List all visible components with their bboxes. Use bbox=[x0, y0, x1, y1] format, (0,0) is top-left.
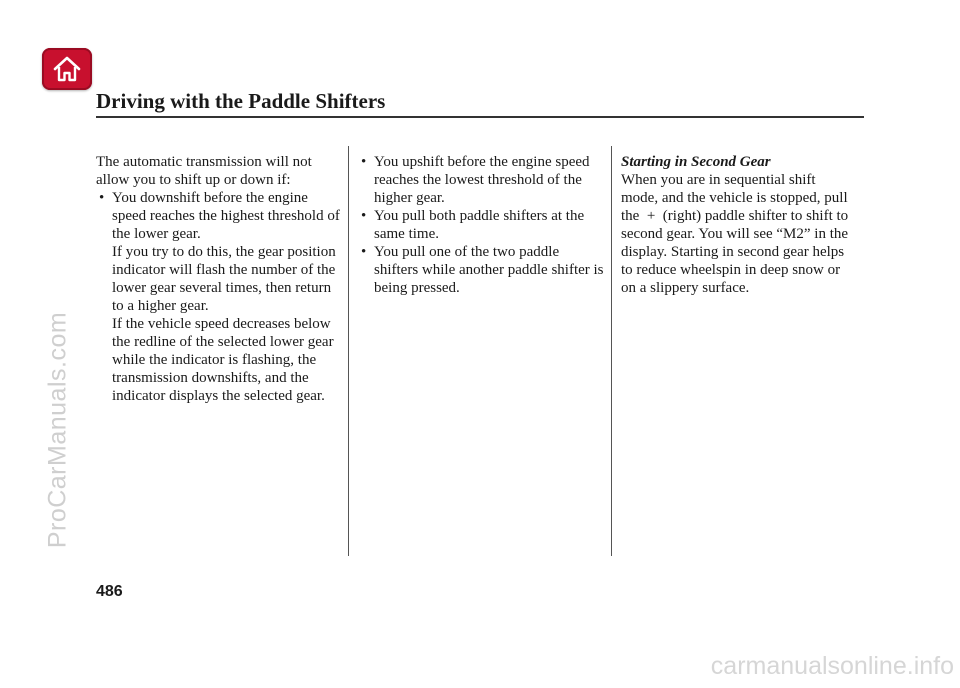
second-gear-text: When you are in sequential shift mode, and the vehicle is stopped, pull the + (right) paddle shifter to shift to second gear. You will see “M2” in the display. Starting in second gear helps to reduce wheelspin in deep snow or on a slippery surface. bbox=[621, 172, 849, 296]
paragraph-flash: If you try to do this, the gear position indicator will flash the number of the lower gear several times, then return to a higher gear. bbox=[112, 244, 336, 314]
column-2 bbox=[358, 153, 604, 297]
bullet-one-paddle: • You pull one of the two paddle shifters while another paddle shifter is being pressed. bbox=[358, 243, 604, 297]
section-heading: Starting in Second Gear bbox=[621, 154, 771, 170]
column-divider-2 bbox=[611, 146, 612, 556]
column-divider-1 bbox=[348, 146, 349, 556]
paragraph-redline: If the vehicle speed decreases below the redline of the selected lower gear while the indicator is flashing, the transmission downshifts, and the indicator displays the selected gear. bbox=[112, 316, 334, 404]
bullet-both-paddles: • You pull both paddle shifters at the same time. bbox=[358, 207, 604, 243]
page-number: 486 bbox=[96, 583, 123, 600]
title-divider bbox=[96, 116, 864, 118]
side-watermark: ProCarManuals.com bbox=[43, 311, 72, 549]
intro-text: The automatic transmission will not allow you to shift up or down if: bbox=[96, 154, 312, 188]
bullet-downshift: • You downshift before the engine speed reaches the highest threshold of the lower gear. bbox=[96, 189, 344, 243]
column-1 bbox=[96, 153, 344, 405]
home-button[interactable] bbox=[42, 48, 92, 90]
column-3 bbox=[621, 153, 853, 297]
bottom-watermark: carmanualsonline.info bbox=[710, 652, 954, 680]
page-title: Driving with the Paddle Shifters bbox=[96, 89, 386, 113]
home-icon bbox=[52, 55, 82, 83]
bullet-upshift: • You upshift before the engine speed reaches the lowest threshold of the higher gear. bbox=[358, 153, 604, 207]
